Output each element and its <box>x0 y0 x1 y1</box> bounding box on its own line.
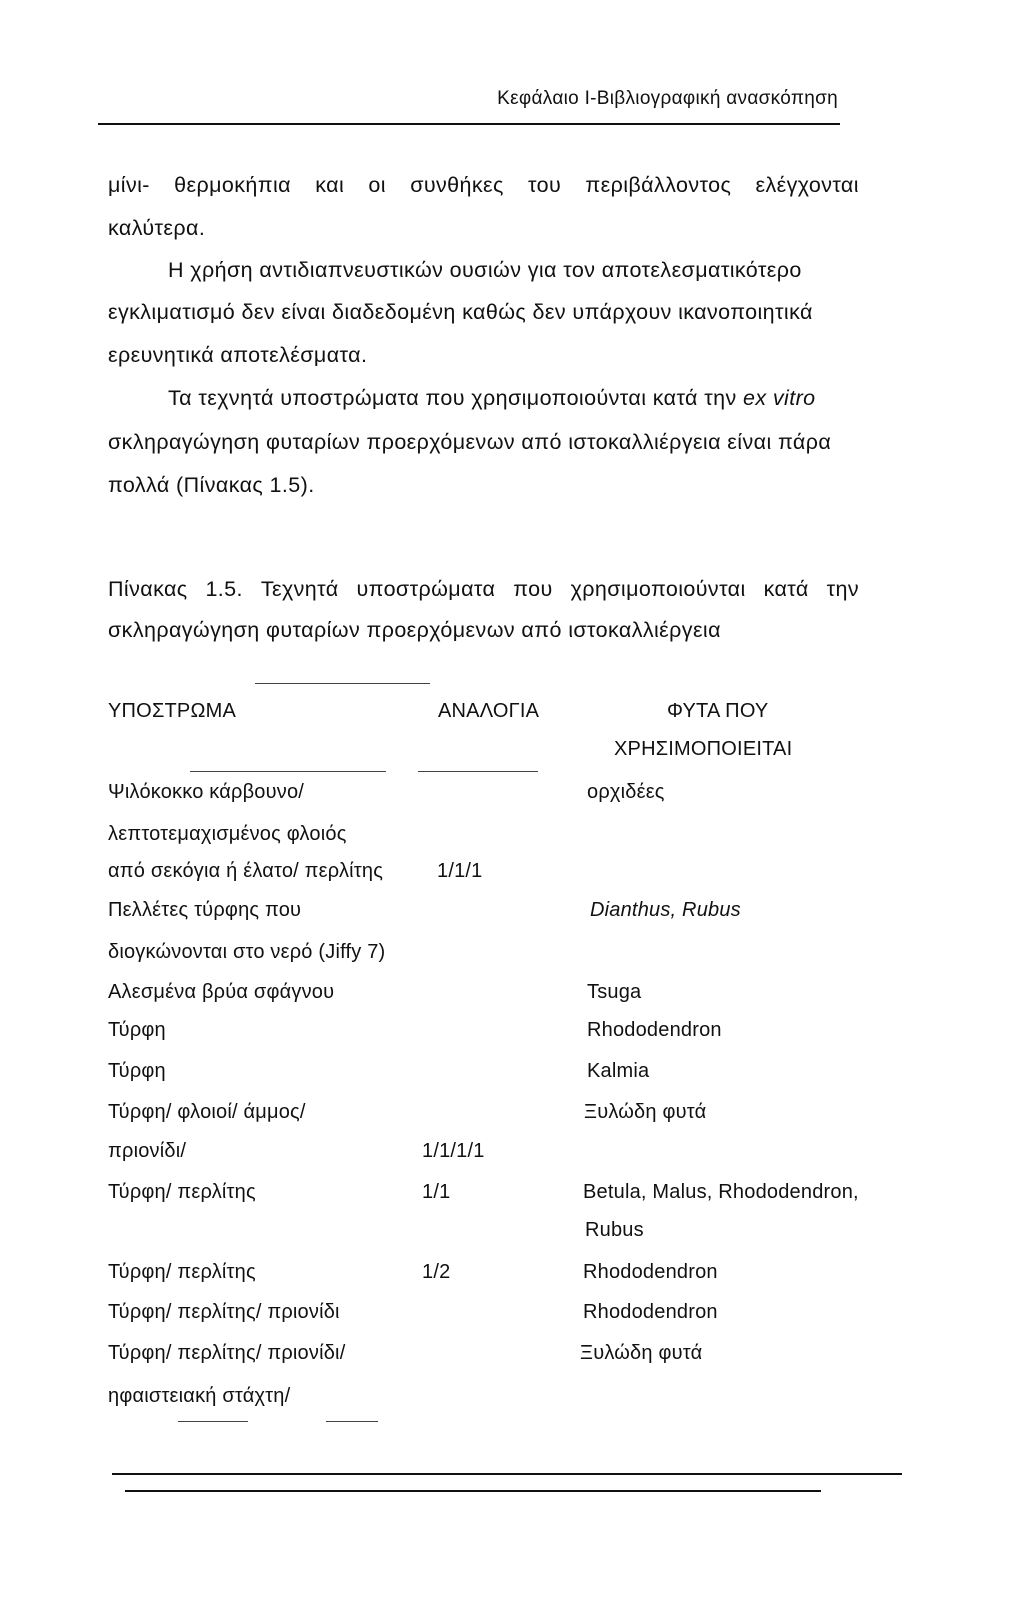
paragraph-3-line-1 <box>168 386 816 411</box>
header-substrate: ΥΠΟΣΤΡΩΜΑ <box>108 700 237 722</box>
word: ελέγχονται <box>755 173 859 197</box>
row-6-substrate: Αλεσμένα βρύα σφάγνου <box>108 981 335 1003</box>
row-9-plants: Ξυλώδη φυτά <box>584 1101 707 1123</box>
row-15-substrate: Τύρφη/ περλίτης/ πριονίδι/ <box>108 1342 346 1364</box>
word: μίνι- <box>108 173 150 197</box>
table-bottom-rule-left <box>178 1421 248 1422</box>
paragraph-1-line-2: καλύτερα. <box>108 216 206 240</box>
table-caption-line-1 <box>108 577 859 602</box>
ex-vitro-term: ex vitro <box>743 386 816 410</box>
row-14-plants: Rhododendron <box>583 1301 718 1323</box>
row-11-ratio: 1/1 <box>422 1181 451 1203</box>
row-12-plants: Rubus <box>585 1219 644 1241</box>
row-8-plants: Kalmia <box>587 1060 650 1082</box>
word: 1.5. <box>205 577 243 601</box>
word: Πίνακας <box>108 577 188 601</box>
table-top-rule <box>255 683 430 684</box>
header-rule <box>98 123 840 125</box>
word: που <box>513 577 553 601</box>
word: υποστρώματα <box>356 577 496 601</box>
row-2-substrate: λεπτοτεμαχισμένος φλοιός <box>108 823 347 845</box>
header-plants-line-2: ΧΡΗΣΙΜΟΠΟΙΕΙΤΑΙ <box>614 738 793 760</box>
row-4-substrate: Πελλέτες τύρφης που <box>108 899 302 921</box>
table-bottom-rule-right <box>326 1421 378 1422</box>
row-4-plants: Dianthus, Rubus <box>590 899 741 921</box>
paragraph-3-line-3: πολλά (Πίνακας 1.5). <box>108 473 315 497</box>
header-rule-right <box>418 771 538 772</box>
paragraph-3-line-2: σκληραγώγηση φυταρίων προερχόμενων από ιστοκαλλιέργεια είναι πάρα <box>108 430 832 454</box>
running-header: Κεφάλαιο Ι-Βιβλιογραφική ανασκόπηση <box>497 88 838 109</box>
row-16-substrate: ηφαιστειακή στάχτη/ <box>108 1385 291 1407</box>
table-caption-line-2: σκληραγώγηση φυταρίων προερχόμενων από ιστοκαλλιέργεια <box>108 618 721 642</box>
row-3-ratio: 1/1/1 <box>437 860 483 882</box>
paragraph-2-line-3: ερευνητικά αποτελέσματα. <box>108 343 368 367</box>
row-8-substrate: Τύρφη <box>108 1060 166 1082</box>
row-13-substrate: Τύρφη/ περλίτης <box>108 1261 256 1283</box>
row-13-ratio: 1/2 <box>422 1261 451 1283</box>
row-7-substrate: Τύρφη <box>108 1019 166 1041</box>
paragraph-2-line-2: εγκλιματισμό δεν είναι διαδεδομένη καθώς δεν υπάρχουν ικανοποιητικά <box>108 300 813 324</box>
word: την <box>826 577 859 601</box>
row-7-plants: Rhododendron <box>587 1019 722 1041</box>
word: και <box>315 173 345 197</box>
header-plants-line-1: ΦΥΤΑ ΠΟΥ <box>667 700 769 722</box>
word: χρησιμοποιούνται <box>570 577 746 601</box>
word: θερμοκήπια <box>174 173 291 197</box>
row-15-plants: Ξυλώδη φυτά <box>580 1342 703 1364</box>
word: περιβάλλοντος <box>585 173 732 197</box>
row-11-substrate: Τύρφη/ περλίτης <box>108 1181 256 1203</box>
paragraph-3-text: Τα τεχνητά υποστρώματα που χρησιμοποιούνται κατά την <box>168 386 744 410</box>
row-6-plants: Tsuga <box>587 981 642 1003</box>
bottom-rule-1 <box>112 1473 902 1475</box>
row-3-substrate: από σεκόγια ή έλατο/ περλίτης <box>108 860 384 882</box>
row-10-ratio: 1/1/1/1 <box>422 1140 485 1162</box>
header-rule-left <box>190 771 386 772</box>
word: συνθήκες <box>410 173 504 197</box>
row-5-substrate: διογκώνονται στο νερό (Jiffy 7) <box>108 941 386 963</box>
bottom-rule-2 <box>125 1490 821 1492</box>
paragraph-2-line-1: Η χρήση αντιδιαπνευστικών ουσιών για τον αποτελεσματικότερο <box>168 258 802 282</box>
word: Τεχνητά <box>260 577 339 601</box>
paragraph-1-line-1 <box>108 173 859 198</box>
row-14-substrate: Τύρφη/ περλίτης/ πριονίδι <box>108 1301 340 1323</box>
word: του <box>528 173 562 197</box>
word: οι <box>368 173 386 197</box>
row-9-substrate: Τύρφη/ φλοιοί/ άμμος/ <box>108 1101 306 1123</box>
row-1-substrate: Ψιλόκοκκο κάρβουνο/ <box>108 781 305 803</box>
word: κατά <box>763 577 809 601</box>
row-11-plants: Betula, Malus, Rhododendron, <box>583 1181 859 1203</box>
row-10-substrate: πριονίδι/ <box>108 1140 187 1162</box>
row-1-plants: ορχιδέες <box>587 781 665 803</box>
header-ratio: ΑΝΑΛΟΓΙΑ <box>438 700 540 722</box>
row-13-plants: Rhododendron <box>583 1261 718 1283</box>
